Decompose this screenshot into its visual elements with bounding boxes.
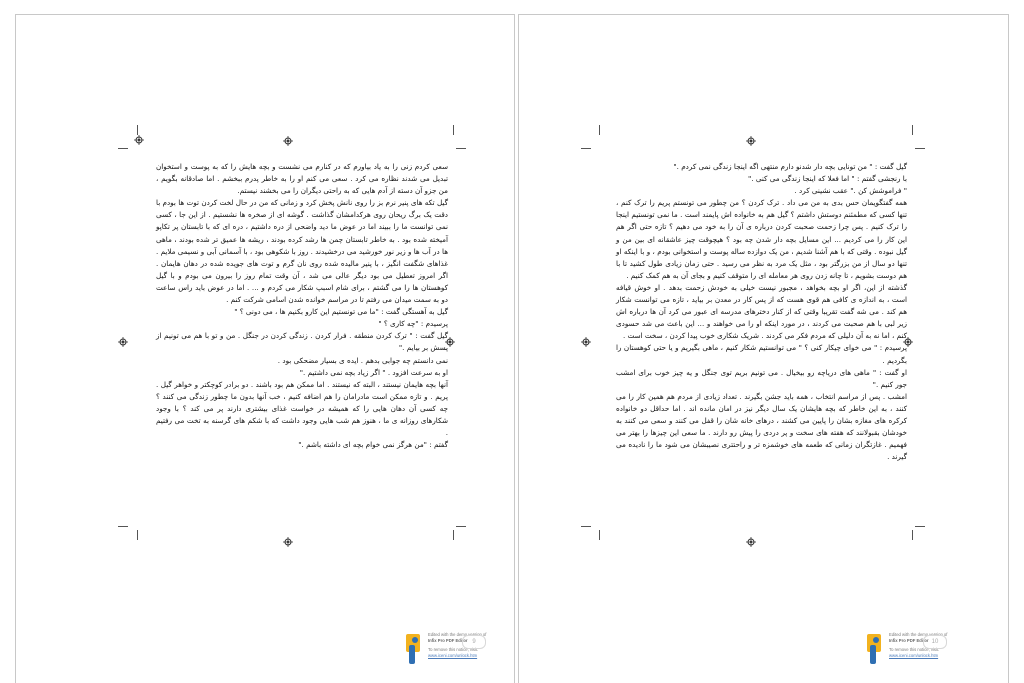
crop-mark	[118, 526, 128, 527]
crop-mark	[456, 526, 466, 527]
watermark-line: Infix Pro PDF Editor	[889, 637, 929, 643]
page-10	[518, 14, 1009, 683]
watermark-link[interactable]: www.iceni.com/unlock.htm	[889, 652, 939, 658]
crop-mark	[118, 148, 128, 149]
registration-mark-left	[118, 337, 128, 347]
paragraph: او گفت : " ماهی های دریاچه رو بیخیال . می تونیم بریم توی جنگل و یه چیز خوب برای امشب جور کنیم ."	[616, 367, 907, 389]
demo-watermark	[404, 632, 515, 672]
infix-logo-icon	[865, 632, 883, 666]
paragraph: آنها بچه هایمان نیستند ، البته که نیستند . اما ممکن هم بود باشند . دو برادر کوچکتر و خواهر گیل . پریم . و تازه ممکن است مادرامان را هم اضافه کنیم ، خب آنها بدون ما چطور زندگی می کنند ؟ چه کسی آن دهان هایی را که همیشه در خواست غذای بیشتری دارند پر می کند ؟ با وجود شکارهای روزانه ی ما ، هنوز هم شب هایی وجود داشت که با شکم های گرسنه به تخت می رفتیم .	[156, 379, 448, 438]
page-body-text	[616, 161, 907, 463]
paragraph: گیل گفت : " من تونایی بچه دار شدنو دارم منتهی اگه اینجا زندگی نمی کردم ."	[673, 162, 907, 171]
crop-mark	[137, 530, 138, 540]
paragraph: همه گفتگویمان حس بدی به من می داد . ترک کردن ؟ من چطور می تونستم پریم را ترک کنم ، تنها کسی که مطمئنم دوستش داشتم ؟ گیل هم به خانواده اش پایمند است . ما نمی تونستیم اینجا را ترک کنیم . پس چرا زحمت صحبت کردن درباره ی آن را به خود می دهیم ؟ تازه حتی اگر هم این کار را می کردیم ... این مسایل بچه دار شدن چه بود ؟ هیچوقت چیز عاشقانه ای بین من و گیل نبوده . وقتی که با هم آشنا شدیم ، من یک دوازده ساله پوست و استخوانی بودم ، و با اینکه او تنها دو سال از من بزرگتر بود ، مثل یک مرد به نظر می رسید . حتی زمان زیادی طول کشید تا با هم دوست بشویم ، تا چانه زدن روی هر معامله ای را متوقف کنیم و بجای آن به هم کمک کنیم .	[616, 198, 907, 280]
paragraph: سعی کردم زنی را به یاد بیاورم که در کنارم می نشست و بچه هایش را که به پوست و استخوان تبدیل می شدند نظاره می کرد . سعی می کنم او را به خاطر پدرم ببخشم . اما صادقانه بگویم ، من جزو آن دسته از آدم هایی که به راحتی دیگران را می بخشند نیستم.	[156, 162, 448, 196]
watermark-line: Edited with the demo version of	[889, 632, 948, 637]
paragraph: گیل به آهستگی گفت : "ما می تونستیم این کارو بکنیم ها ، می دونی ؟ "	[234, 307, 448, 317]
crop-mark	[599, 125, 600, 135]
paragraph: پرسیدم : " می خوای چیکار کنی ؟ " می توانستیم شکار کنیم ، ماهی بگیریم و یا حتی کوهستان را بگردیم .	[616, 343, 907, 365]
crop-mark	[456, 148, 466, 149]
infix-logo-icon	[404, 632, 422, 666]
demo-watermark	[865, 632, 985, 672]
registration-mark-bottom	[746, 537, 756, 547]
crop-mark	[453, 530, 454, 540]
paragraph: نمی دانستم چه جوابی بدهم . ایده ی بسیار مضحکی بود .	[277, 355, 448, 365]
crop-mark	[581, 526, 591, 527]
registration-mark-top-left	[134, 135, 144, 145]
paragraph: گیل گفت : " ترک کردن منطقه . فرار کردن . زندگی کردن در جنگل . من و تو با هم می تونیم از پسش بر بیایم ."	[156, 331, 448, 353]
registration-mark-top	[283, 136, 293, 146]
page-9	[15, 14, 515, 683]
page-number: 10	[923, 635, 947, 649]
paragraph: پرسیدم : "چه کاری ؟ "	[378, 319, 448, 329]
watermark-line: Edited with the demo version of	[428, 632, 487, 637]
watermark-line: To remove this notice, visit:	[428, 647, 479, 653]
paragraph: گذشته از این، اگر او بچه بخواهد ، مجبور نیست خیلی به خودش زحمت بدهد . او خوش قیافه است ، به اندازه ی کافی هم قوی هست که از پس کار در معدن بر بیاید ، تازه می توانست شکار هم کند . می شه گفت تقریبا وقتی که از کنار دخترهای مدرسه ای عبور می کرد آن ها درباره اش زیر لبی با هم صحبت می کردند ، در مورد اینکه او را می خواهند و ... این باعث می شد حسودی کنم ، اما نه به آن دلیلی که مردم فکر می کردند . شریک شکاری خوب پیدا کردن ، سخت است .	[616, 282, 907, 341]
paragraph: " فراموشش کن ." عقب نشینی کرد .	[794, 186, 907, 196]
crop-mark	[137, 125, 138, 135]
paragraph: او به سرعت افزود . " اگر زیاد بچه نمی داشتیم ."	[299, 367, 448, 377]
paragraph: با رنجشی گفتم : " اما فعلا که اینجا زندگی می کنی ."	[747, 174, 907, 184]
paragraph: گفتم : "من هرگز نمی خوام بچه ای داشته باشم ."	[298, 440, 448, 450]
paragraph: امشب . پس از مراسم انتخاب ، همه باید جشن بگیرند . تعداد زیادی از مردم هم همین کار را می کنند ، به این خاطر که بچه هایشان یک سال دیگر نیز در امان مانده اند . اما حداقل دو خانواده کرکره های مغازه بشان را پایین می کشند ، درهای خانه شان را قفل می کنند و سعی می کنند به خودشان بقبولانند که هفته های سخت و پر دردی را پیش رو دارند . ما سعی این چیزها را بهتر می فهمیم . غازتگران زمانی که طعمه های خوشمزه تر و راحتتری نصیبشان می شود ما را نادیده می گیرند .	[616, 391, 907, 462]
registration-mark-left	[581, 337, 591, 347]
watermark-link[interactable]: www.iceni.com/unlock.htm	[428, 652, 478, 658]
crop-mark	[915, 148, 925, 149]
watermark-line: To remove this notice, visit:	[889, 647, 940, 653]
crop-mark	[912, 530, 913, 540]
crop-mark	[453, 125, 454, 135]
registration-mark-bottom	[283, 537, 293, 547]
page-body-text	[156, 161, 448, 451]
crop-mark	[581, 148, 591, 149]
crop-mark	[599, 530, 600, 540]
crop-mark	[912, 125, 913, 135]
registration-mark-top	[746, 136, 756, 146]
paragraph: گیل تکه های پنیر نرم بز را روی نانش پخش کرد و زمانی که من در حال لخت کردن توت ها بودم با دقت یک برگ ریحان روی هرکدامشان گذاشت . گوشه ای از صخره ها نشستیم . از این جا ، کسی نمی توانست ما را ببیند اما در عوض ما دید واضحی از دره داشتیم ، دره ای که با تابستان پر تکاپو آمیخته شده بود . به خاطر تابستان چمن ها رشد کرده بودند ، ریشه ها عمیق تر شده بودند ، ماهی ها در آب ها و زیر نور خورشید می درخشیدند . روز با شکوهی بود ، با آسمانی آبی و نسیمی ملایم . غذاهای شگفت انگیز ، با پنیر مالیده شده روی نان گرم و توت های جویده شده در دهان هایمان . اگر امروز تعطیل می بود دیگر عالی می شد ، آن وقت تمام روز را بیرون می بودم و با گیل کوهستان ها را می گشتم ، برای شام اسبپ شکار می کردم و ... . اما در عوض باید راس ساعت دو به سمت میدان می رفتم تا در مراسم خوانده شدن اسامی شرکت کنم .	[156, 198, 448, 305]
crop-mark	[915, 526, 925, 527]
page-number: 9	[462, 635, 486, 649]
watermark-line: Infix Pro PDF Editor	[428, 637, 468, 643]
